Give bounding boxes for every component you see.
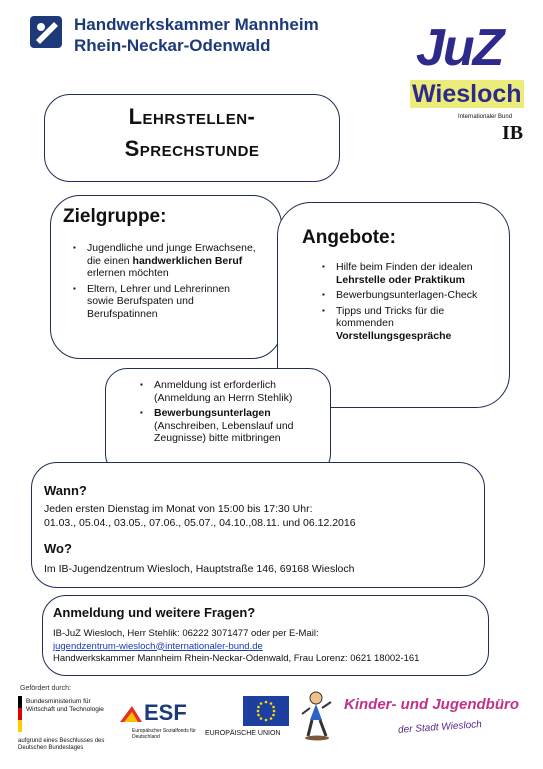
german-flag-icon xyxy=(18,696,22,732)
eu-flag-icon xyxy=(243,696,289,726)
zielgruppe-heading: Zielgruppe: xyxy=(63,206,167,227)
ib-small-text: Internationaler Bund xyxy=(458,114,513,120)
handwerkskammer-logo-icon xyxy=(28,14,64,50)
email-link[interactable]: jugendzentrum-wiesloch@internationaler-bund.de xyxy=(53,640,263,652)
eu-text: EUROPÄISCHE UNION xyxy=(205,730,281,737)
wo-heading: Wo? xyxy=(44,541,72,556)
esf-text: ESF xyxy=(144,700,187,725)
list-item: ▪ Bewerbungsunterlagen (Anschreiben, Lebenslauf und Zeugnisse) bitte mitbringen xyxy=(136,407,312,445)
header-line-2: Rhein-Neckar-Odenwald xyxy=(74,36,271,55)
anmeldung-list xyxy=(136,379,312,448)
kinder-jugendbuero-logo xyxy=(344,694,536,750)
fragen-line-1: IB-JuZ Wiesloch, Herr Stehlik: 06222 3071477 oder per E-Mail: xyxy=(53,628,319,639)
anmeldung-box xyxy=(105,368,331,476)
juz-logo-wiesloch: Wiesloch xyxy=(412,80,522,108)
bmwi-note: aufgrund eines Beschlusses des Deutschen Bundestages xyxy=(18,738,105,751)
esf-sub: Europäischer Sozialfonds für Deutschland xyxy=(132,728,196,740)
zielgruppe-list xyxy=(69,242,259,323)
fragen-line-2: Handwerkskammer Mannheim Rhein-Neckar-Odenwald, Frau Lorenz: 0621 18002-161 xyxy=(53,653,420,664)
list-item: ▪ Anmeldung ist erforderlich (Anmeldung an Herrn Stehlik) xyxy=(136,379,312,404)
wann-wo-box xyxy=(31,462,485,588)
eu-logo xyxy=(205,696,295,740)
kjb-text: Kinder- und Jugendbüro xyxy=(344,696,519,713)
anmeldung-fragen-box xyxy=(42,595,489,676)
bmwi-text: Bundesministerium für Wirtschaft und Technologie xyxy=(26,698,104,713)
wann-heading: Wann? xyxy=(44,483,87,498)
zielgruppe-box xyxy=(50,195,282,359)
angebote-list xyxy=(318,261,490,345)
list-item: ▪ Tipps und Tricks für die kommenden Vorstellungsgespräche xyxy=(318,305,490,343)
list-item: ▪ Eltern, Lehrer und Lehrerinnen sowie Berufspaten und Berufspatinnen xyxy=(69,283,259,321)
kjb-sub: der Stadt Wiesloch xyxy=(397,719,483,736)
esf-swoosh-icon xyxy=(118,702,144,726)
title-line-1: Lehrstellen- xyxy=(128,104,256,129)
wann-line-1: Jeden ersten Dienstag im Monat von 15:00 bis 17:30 Uhr: xyxy=(44,503,313,515)
header-org-name xyxy=(74,14,319,56)
child-figure-icon xyxy=(300,690,334,742)
angebote-heading: Angebote: xyxy=(302,227,396,248)
header-line-1: Handwerkskammer Mannheim xyxy=(74,15,319,34)
esf-logo xyxy=(118,700,198,740)
list-item: ▪ Jugendliche und junge Erwachsene, die einen handwerklichen Beruf erlernen möchten xyxy=(69,242,259,280)
juz-wiesloch-logo xyxy=(410,18,530,146)
title-line-2: Sprechstunde xyxy=(124,136,260,161)
list-item: ▪ Bewerbungsunterlagen-Check xyxy=(318,289,490,302)
fragen-heading: Anmeldung und weitere Fragen? xyxy=(53,605,256,620)
title-box xyxy=(44,94,340,182)
list-item: ▪ Hilfe beim Finden der idealen Lehrstelle oder Praktikum xyxy=(318,261,490,286)
ib-logo: IB xyxy=(502,122,524,144)
juz-logo-letters: JuZ xyxy=(416,19,503,77)
page-title xyxy=(45,101,339,165)
wann-dates: 01.03., 05.04., 03.05., 07.06., 05.07., 04.10.,08.11. und 06.12.2016 xyxy=(44,517,356,529)
wo-address: Im IB-Jugendzentrum Wiesloch, Hauptstraße 146, 69168 Wiesloch xyxy=(44,563,355,575)
gefoerdert-label: Gefördert durch: xyxy=(20,685,71,692)
fragen-contact xyxy=(53,628,419,666)
bmwi-logo xyxy=(18,694,108,756)
